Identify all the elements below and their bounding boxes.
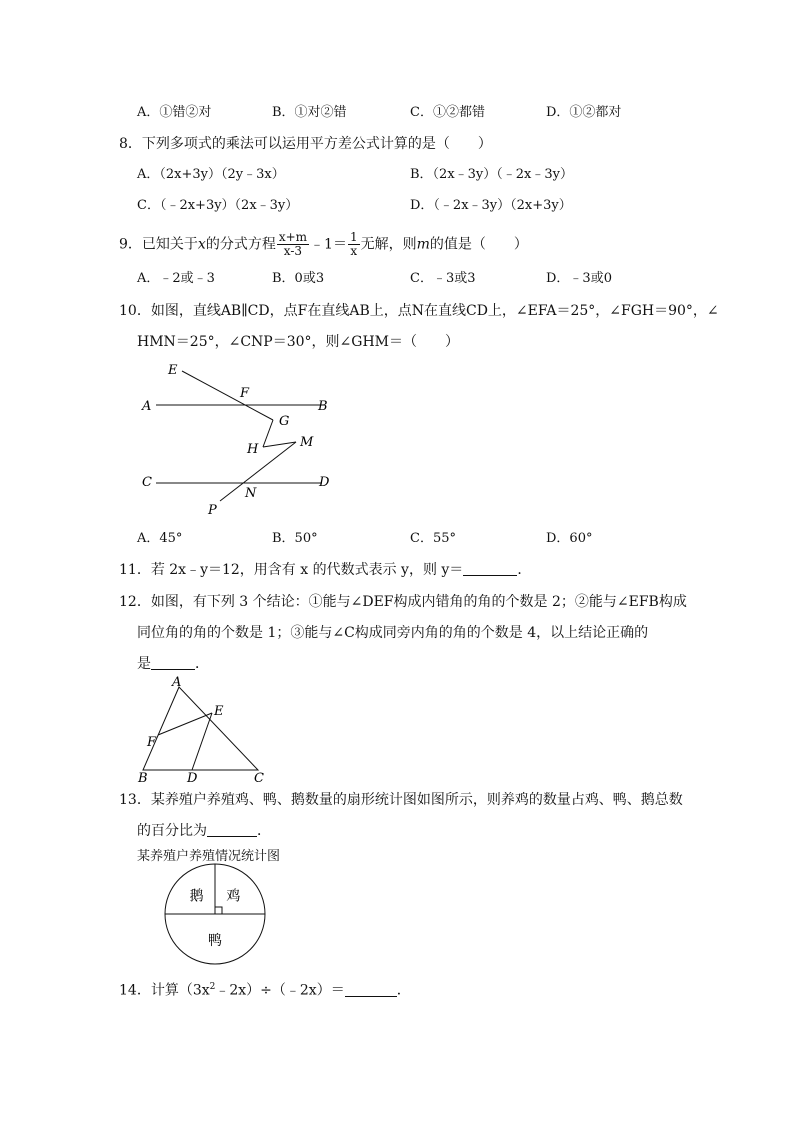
label-c: C [142, 475, 152, 490]
q7-option-b: B．①对②错 [272, 105, 347, 120]
q8-option-c: C．（﹣2x+3y）（2x﹣3y） [137, 198, 299, 213]
q12-line3-suffix: ． [195, 656, 209, 672]
q7-option-a: A．①错②对 [137, 105, 212, 120]
q12-line3-prefix: 是 [137, 656, 151, 672]
q12-answer-blank[interactable] [151, 655, 195, 670]
q9-option-d: D．﹣3或0 [546, 271, 612, 286]
segment-gh [263, 420, 273, 447]
label-b: B [318, 399, 328, 414]
q9-option-c: C．﹣3或3 [410, 271, 476, 286]
q11-answer-blank[interactable] [463, 561, 517, 576]
q14-suffix-a: ﹣2x）÷（﹣2x）＝ [215, 982, 345, 999]
label-f: F [240, 386, 250, 401]
right-angle-marker [215, 907, 222, 914]
q10-stem-line2: HMN＝25°，∠CNP＝30°，则∠GHM＝（ ） [137, 334, 459, 350]
q8-option-a: A．（2x+3y）（2y﹣3x） [137, 167, 285, 182]
q14-exponent: 2 [209, 982, 216, 992]
q9-stem [119, 231, 528, 258]
q13-answer-blank[interactable] [207, 822, 257, 837]
q12-stem-line3 [137, 655, 209, 673]
q9-option-b: B．0或3 [272, 271, 325, 286]
label-c: C [254, 771, 264, 786]
q9-frac1-denominator: x-3 [283, 244, 303, 258]
q11-prefix: 11．若 2x﹣y＝12，用含有 x 的代数式表示 y，则 y＝ [119, 562, 464, 578]
segment-eg [182, 371, 273, 420]
q10-stem-line1: 10．如图，直线AB∥CD，点F在直线AB上，点N在直线CD上，∠EFA＝25°，∠FGH＝90°，∠ [119, 303, 719, 319]
label-d: D [319, 475, 330, 490]
pie-chart [160, 862, 270, 972]
q9-suffix2: 的值是（ ） [429, 236, 528, 253]
label-a: A [142, 399, 152, 414]
label-a: A [172, 675, 182, 690]
q13-line2-prefix: 的百分比为 [137, 823, 207, 839]
label-f: F [147, 735, 157, 750]
q10-option-c: C．55° [410, 531, 456, 546]
label-h: H [247, 442, 259, 457]
q10-figure [130, 355, 350, 525]
q9-suffix1: 无解，则 [360, 236, 417, 253]
pie-chart-title: 某养殖户养殖情况统计图 [137, 849, 281, 864]
q10-option-b: B．50° [272, 531, 318, 546]
q8-stem: 8．下列多项式的乘法可以运用平方差公式计算的是（ ） [119, 136, 492, 152]
label-m: M [300, 435, 314, 450]
q10-option-d: D．60° [546, 531, 593, 546]
q14-prefix: 14．计算（3x [119, 982, 210, 999]
q9-option-a: A．﹣2或﹣3 [137, 271, 215, 286]
q9-frac1-numerator: x+m [278, 230, 308, 244]
label-d: D [187, 771, 198, 786]
q9-fraction-1 [277, 231, 309, 258]
q9-var-x: x [197, 236, 206, 253]
q12-stem-line1: 12．如图，有下列 3 个结论：①能与∠DEF构成内错角的角的个数是 2；②能与∠EFB构成 [119, 594, 687, 610]
q7-option-c: C．①②都错 [410, 105, 485, 120]
q13-line2-suffix: ． [257, 823, 271, 839]
q14-suffix-b: ． [396, 982, 411, 999]
q8-option-b: B．（2x﹣3y）（﹣2x﹣3y） [410, 167, 573, 182]
q11-suffix: ． [517, 562, 532, 578]
label-e: E [168, 363, 178, 378]
q9-minus-one: ﹣1＝ [310, 236, 347, 253]
pie-slice-label: 鸭 [208, 933, 222, 949]
q7-option-d: D．①②都对 [546, 105, 622, 120]
label-n: N [245, 486, 257, 501]
q9-var-m: m [416, 236, 430, 253]
q9-prefix: 9．已知关于 [119, 236, 198, 253]
q13-stem-line2 [137, 822, 271, 840]
label-g: G [279, 414, 290, 429]
q8-option-d: D．（﹣2x﹣3y）（2x+3y） [410, 198, 572, 213]
q14-answer-blank[interactable] [345, 982, 397, 997]
q9-frac2-numerator: 1 [349, 230, 358, 244]
q9-frac2-denominator: x [350, 244, 358, 258]
q12-figure [130, 672, 280, 787]
label-p: P [208, 503, 217, 518]
segment-ed [192, 713, 212, 770]
q10-option-a: A．45° [137, 531, 183, 546]
pie-slice-label: 鹅 [189, 888, 204, 905]
pie-slice-label: 鸡 [226, 888, 241, 905]
q14-stem [119, 978, 411, 1000]
triangle-abc [143, 687, 258, 770]
q9-fraction-2 [348, 231, 360, 258]
q13-stem-line1: 13．某养殖户养殖鸡、鸭、鹅数量的扇形统计图如图所示，则养鸡的数量占鸡、鸭、鹅总数 [119, 792, 683, 808]
label-e: E [214, 704, 224, 719]
q9-mid: 的分式方程 [205, 236, 276, 253]
q11-stem [119, 561, 531, 579]
label-b: B [138, 771, 148, 786]
q12-stem-line2: 同位角的角的个数是 1；③能与∠C构成同旁内角的角的个数是 4，以上结论正确的 [137, 625, 649, 641]
